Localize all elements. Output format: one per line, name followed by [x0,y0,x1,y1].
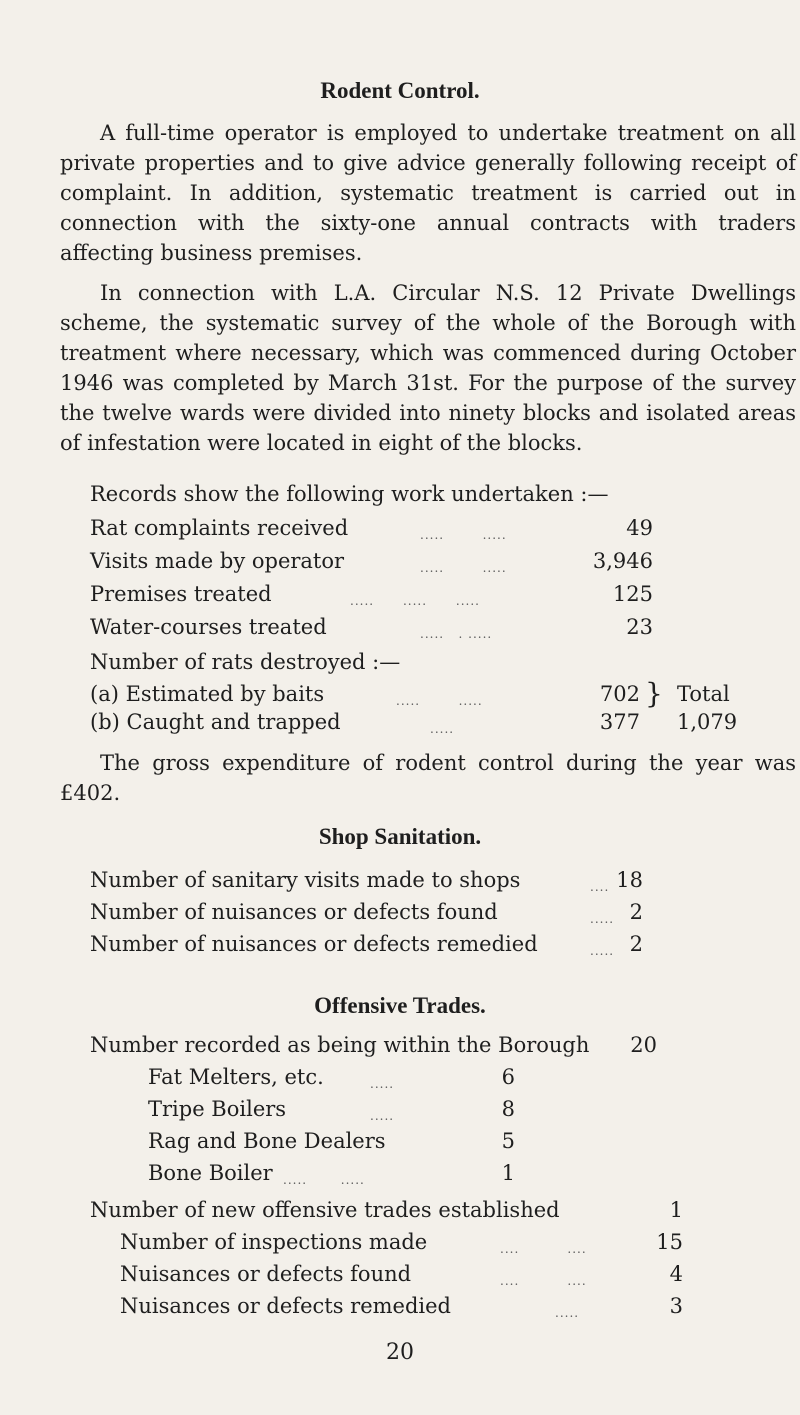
rodent-control-heading: Rodent Control. [320,78,480,103]
trade-label: Bone Boiler [148,1161,273,1185]
record-value: 49 [626,516,653,540]
new-trades-value: 1 [669,1198,683,1222]
rats-label: (a) Estimated by baits [90,682,325,706]
record-label: Water-courses treated [90,615,327,639]
leader-dots: ..... [590,944,615,958]
record-label: Premises treated [90,582,272,606]
new-trades-label: Number of new offensive trades established [90,1198,560,1222]
inspection-value: 3 [669,1294,683,1318]
leader-dots: ..... ..... [283,1173,365,1187]
rats-value: 377 [599,710,640,734]
inspection-label: Nuisances or defects found [120,1262,412,1286]
leader-dots: ..... [555,1306,580,1320]
inspection-value: 15 [656,1230,683,1254]
record-label: Rat complaints received [90,516,349,540]
shop-sanitation-heading: Shop Sanitation. [318,824,482,849]
shop-row-value: 2 [629,932,643,956]
total-value: 1,079 [677,710,738,734]
record-value: 3,946 [592,549,653,573]
record-value: 125 [612,582,653,606]
total-label: Total [677,682,730,706]
shop-row-label: Number of nuisances or defects remedied [90,932,538,956]
rodent-paragraph-1: A full-time operator is employed to undertake treatment on all private properties and to give advice generally following receipt of complaint. In addition, systematic treatment is carried out in connection with the sixty-one annual contracts with traders affecting business premises. [60,121,796,265]
inspection-value: 4 [669,1262,683,1286]
trade-label: Fat Melters, etc. [148,1065,324,1089]
leader-dots: ..... . ..... [420,627,493,641]
trade-label: Tripe Boilers [148,1097,287,1121]
record-label: Visits made by operator [90,549,345,573]
leader-dots: ..... ..... ..... [350,594,480,608]
records-intro: Records show the following work undertaken :— [90,482,609,506]
leader-dots: ..... [430,722,455,736]
trade-value: 5 [501,1129,515,1153]
trade-value: 1 [501,1161,515,1185]
trade-label: Rag and Bone Dealers [148,1129,386,1153]
shop-row-value: 2 [629,900,643,924]
leader-dots: ..... [370,1077,395,1091]
inspection-label: Nuisances or defects remedied [120,1294,451,1318]
trade-value: 6 [501,1065,515,1089]
brace-icon: } [645,677,663,710]
leader-dots: .... [590,880,610,894]
leader-dots: ..... ..... [420,561,507,575]
leader-dots: .... .... [500,1274,587,1288]
rats-label: (b) Caught and trapped [90,710,341,734]
recorded-label: Number recorded as being within the Borough [90,1033,590,1057]
recorded-value: 20 [630,1033,657,1057]
leader-dots: ..... ..... [420,528,507,542]
shop-row-value: 18 [616,868,643,892]
inspection-label: Number of inspections made [120,1230,428,1254]
rodent-paragraph-2: In connection with L.A. Circular N.S. 12 Private Dwellings scheme, the systematic survey of the whole of the Borough with treatment where necessary, which was commenced during October 1946 was completed by March 31st. For the purpose of the survey the twelve wards were divided into ninety blocks and isolated areas of infestation were located in eight of the blocks. [60,281,796,455]
expenditure-paragraph: The gross expenditure of rodent control during the year was £402. [60,751,796,805]
leader-dots: ..... [590,912,615,926]
trade-value: 8 [501,1097,515,1121]
leader-dots: ..... [370,1109,395,1123]
shop-row-label: Number of nuisances or defects found [90,900,498,924]
rats-value: 702 [599,682,640,706]
page-number: 20 [386,1340,414,1365]
leader-dots: ..... ..... [396,694,483,708]
rats-intro: Number of rats destroyed :— [90,650,401,674]
offensive-trades-heading: Offensive Trades. [314,993,486,1018]
record-value: 23 [626,615,653,639]
leader-dots: .... .... [500,1242,587,1256]
shop-row-label: Number of sanitary visits made to shops [90,868,521,892]
